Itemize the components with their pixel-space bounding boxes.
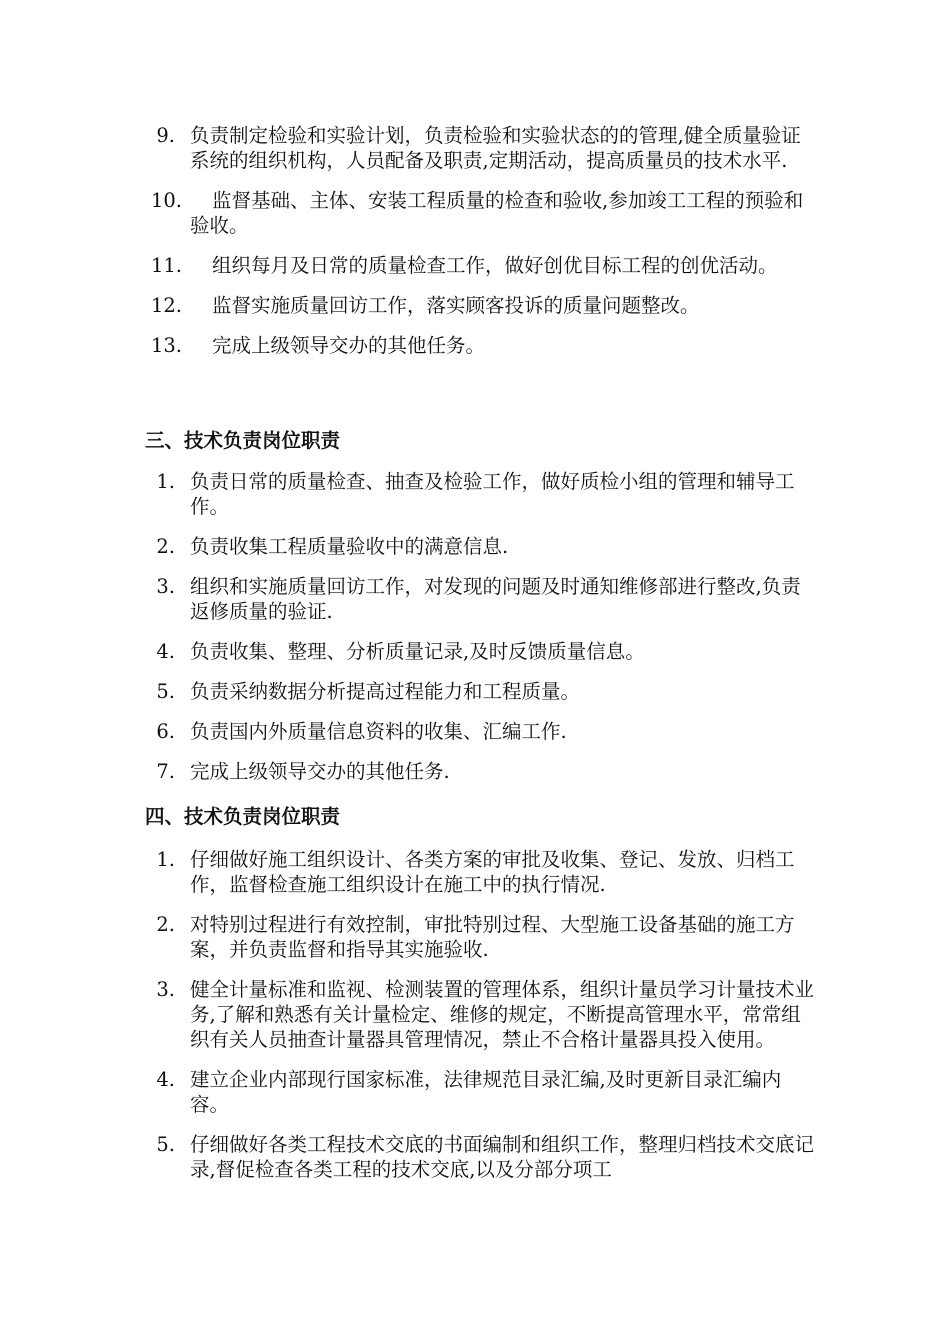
item-text: 负责日常的质量检查、抽查及检验工作，做好质检小组的管理和辅导工作。	[190, 470, 795, 518]
list-item	[0, 123, 950, 173]
item-text: 监督基础、主体、安装工程质量的检查和验收,参加竣工工程的预验和验收。	[190, 189, 804, 237]
item-number: 9.	[156, 124, 175, 147]
list-item	[0, 847, 950, 897]
list-item	[0, 333, 950, 358]
duty-list-section-two-tail	[0, 123, 950, 373]
item-text: 组织和实施质量回访工作，对发现的问题及时通知维修部进行整改,负责返修质量的验证.	[190, 575, 801, 623]
item-text: 仔细做好施工组织设计、各类方案的审批及收集、登记、发放、归档工作，监督检查施工组织设计在施工中的执行情况.	[190, 848, 795, 896]
list-item	[0, 574, 950, 624]
list-item	[0, 977, 950, 1052]
list-item	[0, 1067, 950, 1117]
item-number: 2.	[156, 535, 175, 558]
list-item	[0, 759, 950, 784]
item-text: 完成上级领导交办的其他任务。	[212, 334, 486, 357]
list-item	[0, 293, 950, 318]
section-heading: 四、技术负责岗位职责	[145, 805, 341, 828]
item-number: 4.	[156, 640, 175, 663]
item-text: 健全计量标准和监视、检测装置的管理体系，组织计量员学习计量技术业务,了解和熟悉有关计量检定、维修的规定，不断提高管理水平，常常组织有关人员抽查计量器具管理情况，禁止不合格计量器具投入使用。	[190, 978, 815, 1051]
item-number: 6.	[156, 720, 175, 743]
item-text: 监督实施质量回访工作，落实顾客投诉的质量问题整改。	[212, 294, 700, 317]
item-number: 3.	[156, 978, 175, 1001]
duty-list-section-three	[0, 469, 950, 799]
item-text: 负责收集、整理、分析质量记录,及时反馈质量信息。	[190, 640, 645, 663]
list-item	[0, 253, 950, 278]
list-item	[0, 719, 950, 744]
item-number: 10.	[150, 189, 182, 212]
list-item	[0, 912, 950, 962]
item-number: 7.	[156, 760, 175, 783]
list-item	[0, 1132, 950, 1182]
item-text: 负责制定检验和实验计划，负责检验和实验状态的的管理,健全质量验证系统的组织机构，人员配备及职责,定期活动，提高质量员的技术水平.	[190, 124, 801, 172]
list-item	[0, 188, 950, 238]
item-number: 1.	[156, 470, 175, 493]
item-number: 4.	[156, 1068, 175, 1091]
list-item	[0, 469, 950, 519]
list-item	[0, 679, 950, 704]
section-heading: 三、技术负责岗位职责	[145, 429, 341, 452]
item-number: 3.	[156, 575, 175, 598]
item-text: 负责收集工程质量验收中的满意信息.	[190, 535, 509, 558]
item-number: 5.	[156, 1133, 175, 1156]
item-text: 负责国内外质量信息资料的收集、汇编工作.	[190, 720, 567, 743]
item-text: 仔细做好各类工程技术交底的书面编制和组织工作，整理归档技术交底记录,督促检查各类工程的技术交底,以及分部分项工	[190, 1133, 815, 1181]
item-number: 2.	[156, 913, 175, 936]
item-number: 11.	[150, 254, 182, 277]
item-text: 负责采纳数据分析提高过程能力和工程质量。	[190, 680, 581, 703]
item-text: 组织每月及日常的质量检查工作，做好创优目标工程的创优活动。	[212, 254, 778, 277]
item-text: 完成上级领导交办的其他任务.	[190, 760, 450, 783]
item-text: 对特别过程进行有效控制，审批特别过程、大型施工设备基础的施工方案，并负责监督和指导其实施验收.	[190, 913, 795, 961]
item-number: 1.	[156, 848, 175, 871]
duty-list-section-four	[0, 847, 950, 1197]
list-item	[0, 534, 950, 559]
item-text: 建立企业内部现行国家标准，法律规范目录汇编,及时更新目录汇编内容。	[190, 1068, 782, 1116]
list-item	[0, 639, 950, 664]
item-number: 5.	[156, 680, 175, 703]
item-number: 12.	[150, 294, 182, 317]
item-number: 13.	[150, 334, 182, 357]
